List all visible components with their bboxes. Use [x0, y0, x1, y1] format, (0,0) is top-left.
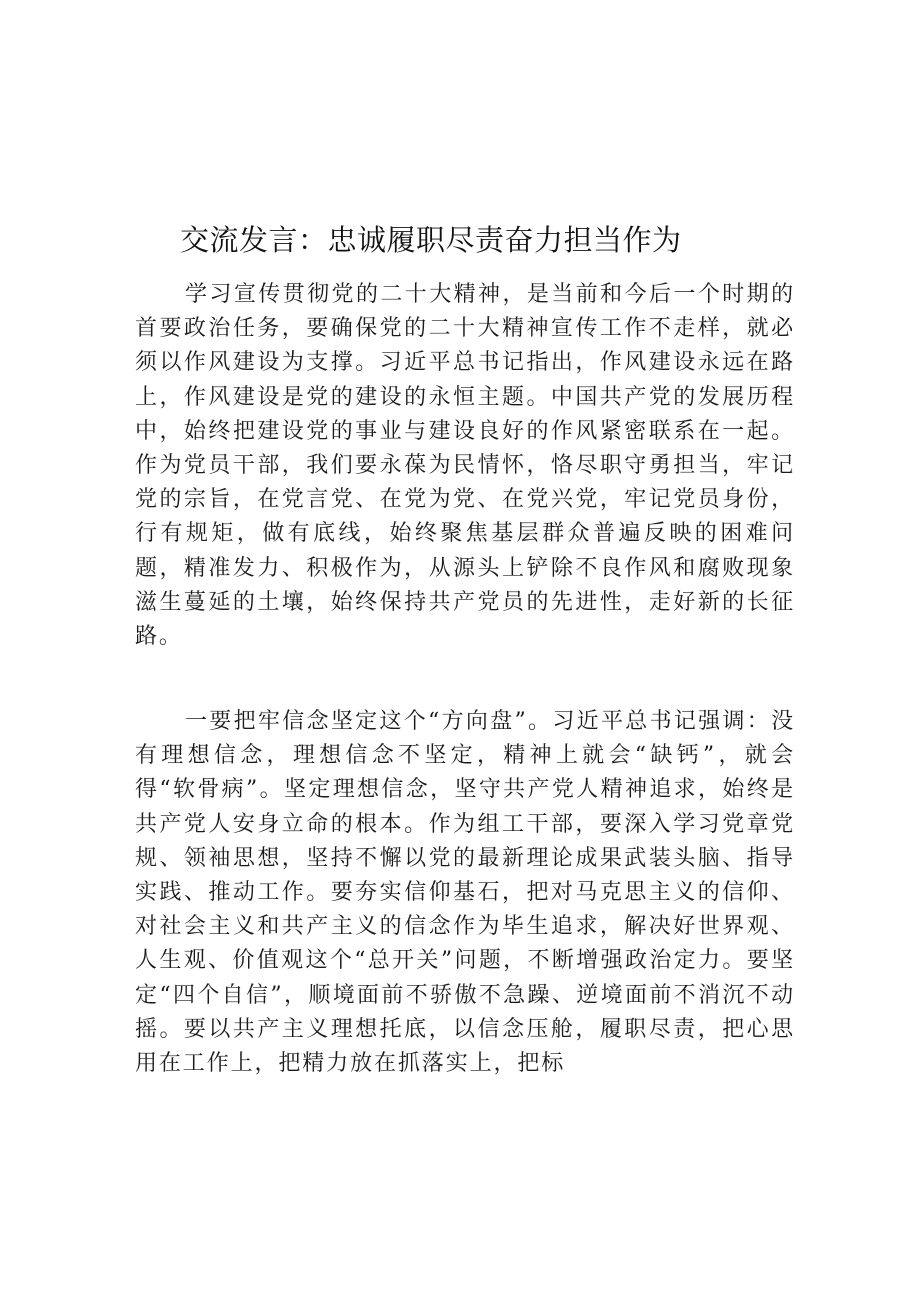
body-paragraph-2: 一要把牢信念坚定这个“方向盘”。习近平总书记强调：没有理想信念，理想信念不坚定，精神上就会“缺钙”，就会得“软骨病”。坚定理想信念，坚守共产党人精神追求，始终是共产党人安身立命的根本。作为组工干部，要深入学习党章党规、领袖思想，坚持不懈以党的最新理论成果武装头脑、指导实践、推动工作。要夯实信仰基石，把对马克思主义的信仰、对社会主义和共产主义的信念作为毕生追求，解决好世界观、人生观、价值观这个“总开关”问题，不断增强政治定力。要坚定“四个自信”，顺境面前不骄傲不急躁、逆境面前不消沉不动摇。要以共产主义理想托底，以信念压舱，履职尽责，把心思用在工作上，把精力放在抓落实上，把标 — [135, 709, 795, 1077]
document-title: 交流发言：忠诚履职尽责奋力担当作为 — [180, 223, 682, 257]
body-paragraph-1: 学习宣传贯彻党的二十大精神，是当前和今后一个时期的首要政治任务，要确保党的二十大精神宣传工作不走样，就必须以作风建设为支撑。习近平总书记指出，作风建设永远在路上，作风建设是党的建设的永恒主题。中国共产党的发展历程中，始终把建设党的事业与建设良好的作风紧密联系在一起。作为党员干部，我们要永葆为民情怀，恪尽职守勇担当，牢记党的宗旨，在党言党、在党为党、在党兴党，牢记党员身份，行有规矩，做有底线，始终聚焦基层群众普遍反映的困难问题，精准发力、积极作为，从源头上铲除不良作风和腐败现象滋生蔓延的土壤，始终保持共产党员的先进性，走好新的长征路。 — [135, 282, 795, 650]
